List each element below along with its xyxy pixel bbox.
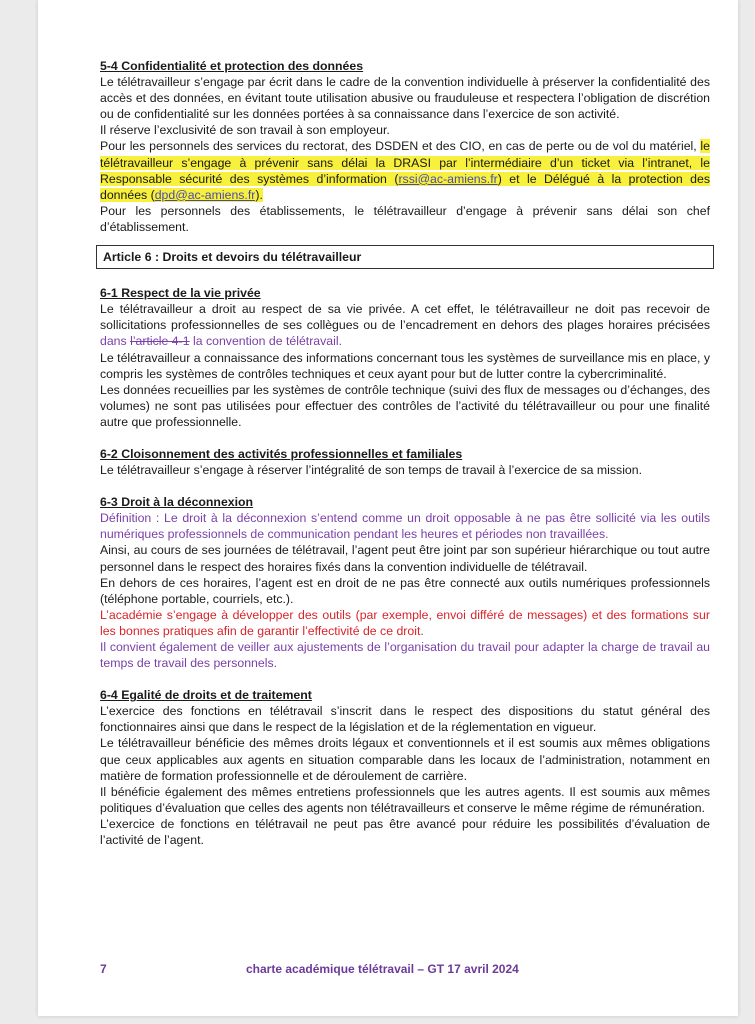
document-page — [38, 0, 738, 1016]
paragraph: Il bénéficie également des mêmes entretiens professionnels que les autres agents. Il est soumis aux mêmes politiques d’évaluation que celles des agents non télétravailleurs et conserve le même régime de rémunération. — [100, 784, 710, 815]
inserted-text: la convention de télétravail. — [189, 334, 343, 349]
paragraph: Le télétravailleur s’engage par écrit dans le cadre de la convention individuelle à préserver la confidentialité des accès et des données, en évitant toute utilisation abusive ou frauduleuse et respectera l’obligation de discrétion ou de confidentialité sur les données portées à sa connaissance dans l’exercice de son activité. — [100, 75, 710, 122]
highlighted-text: le télétravailleur s’engage à prévenir sans délai la DRASI par l’intermédiaire d’un ticket via l’intranet, le Responsable sécurité des systèmes d’information ( — [100, 139, 710, 186]
paragraph: L’exercice de fonctions en télétravail ne peut pas être avancé pour réduire les possibilités d’évaluation de l’activité de l’agent. — [100, 816, 710, 848]
paragraph: Les données recueillies par les systèmes de contrôle technique (suivi des flux de messages ou d’échanges, des volumes) ne sont pas utilisées pour effectuer des contrôles de l’activité du télétravailleur ou pour une finalité autre que professionnelle. — [100, 382, 710, 429]
section-heading-6-1: 6-1 Respect de la vie privée — [100, 286, 261, 301]
email-link-dpd[interactable]: dpd@ac-amiens.fr — [154, 187, 256, 202]
plain-text: Le télétravailleur a droit au respect de sa vie privée. A cet effet, le télétravailleur ne doit pas recevoir de sollicitations professionnelles de ses collègues ou de l’encadrement en dehors des plages horaires précisées — [100, 302, 710, 333]
section-heading-6-4: 6-4 Egalité de droits et de traitement — [100, 688, 312, 703]
paragraph: Le télétravailleur s’engage à réserver l’intégralité de son temps de travail à l’exercice de sa mission. — [100, 463, 643, 478]
page-content — [100, 58, 710, 848]
paragraph: Le télétravailleur a connaissance des informations concernant tous les systèmes de surveillance mis en place, y compris les systèmes de contrôles techniques et ceux ayant pour but de lutter contre la cybercriminalité. — [100, 350, 710, 381]
page-number: 7 — [100, 962, 107, 976]
paragraph: En dehors de ces horaires, l’agent est en droit de ne pas être connecté aux outils numériques professionnels (téléphone portable, courriels, etc.). — [100, 575, 710, 606]
deleted-text: l’article 4-1 — [130, 334, 190, 349]
footer-title: charte académique télétravail – GT 17 avril 2024 — [246, 962, 519, 976]
paragraph: Pour les personnels des établissements, le télétravailleur d’engage à prévenir sans délai son chef d’établissement. — [100, 203, 710, 234]
paragraph — [100, 301, 710, 349]
plain-text: Pour les personnels des services du rectorat, des DSDEN et des CIO, en cas de perte ou de vol du matériel, — [100, 139, 701, 154]
section-heading-6-2: 6-2 Cloisonnement des activités professionnelles et familiales — [100, 446, 463, 461]
paragraph-highlighted — [100, 138, 710, 202]
paragraph: L’exercice des fonctions en télétravail s’inscrit dans le respect des dispositions du statut général des fonctionnaires ainsi que dans le respect de la législation et de la réglementation en vigueur. — [100, 704, 710, 735]
paragraph: Le télétravailleur bénéficie des mêmes droits légaux et conventionnels et il est soumis aux mêmes obligations que ceux applicables aux agents en situation comparable dans les locaux de l’administration, notamment en matière de formation professionnelle et de déroulement de carrière. — [100, 736, 710, 783]
paragraph: Il réserve l’exclusivité de son travail à son employeur. — [100, 123, 390, 138]
inserted-text: dans — [100, 334, 131, 349]
section-heading-5-4: 5-4 Confidentialité et protection des données — [100, 59, 364, 73]
article-title-box: Article 6 : Droits et devoirs du télétravailleur — [96, 245, 714, 269]
definition-paragraph: Définition : Le droit à la déconnexion s’entend comme un droit opposable à ne pas être sollicité via les outils numériques professionnels de communication pendant les heures et périodes non travaillées. — [100, 511, 710, 542]
paragraph-red: L’académie s’engage à développer des outils (par exemple, envoi différé de messages) et des formations sur les bonnes pratiques afin de garantir l’effectivité de ce droit. — [100, 607, 710, 638]
highlighted-text: ) et le Délégué à la protection des données ( — [100, 171, 710, 202]
paragraph: Ainsi, au cours de ses journées de télétravail, l’agent peut être joint par son supérieur hiérarchique ou tout autre personnel dans le respect des horaires fixés dans la convention individuelle de télétravail. — [100, 543, 710, 574]
email-link-rssi[interactable]: rssi@ac-amiens.fr — [398, 171, 498, 186]
paragraph-purple: Il convient également de veiller aux ajustements de l’organisation du travail pour adapter la charge de travail au temps de travail des personnels. — [100, 640, 710, 671]
section-heading-6-3: 6-3 Droit à la déconnexion — [100, 495, 254, 510]
highlighted-text: ). — [255, 187, 263, 202]
